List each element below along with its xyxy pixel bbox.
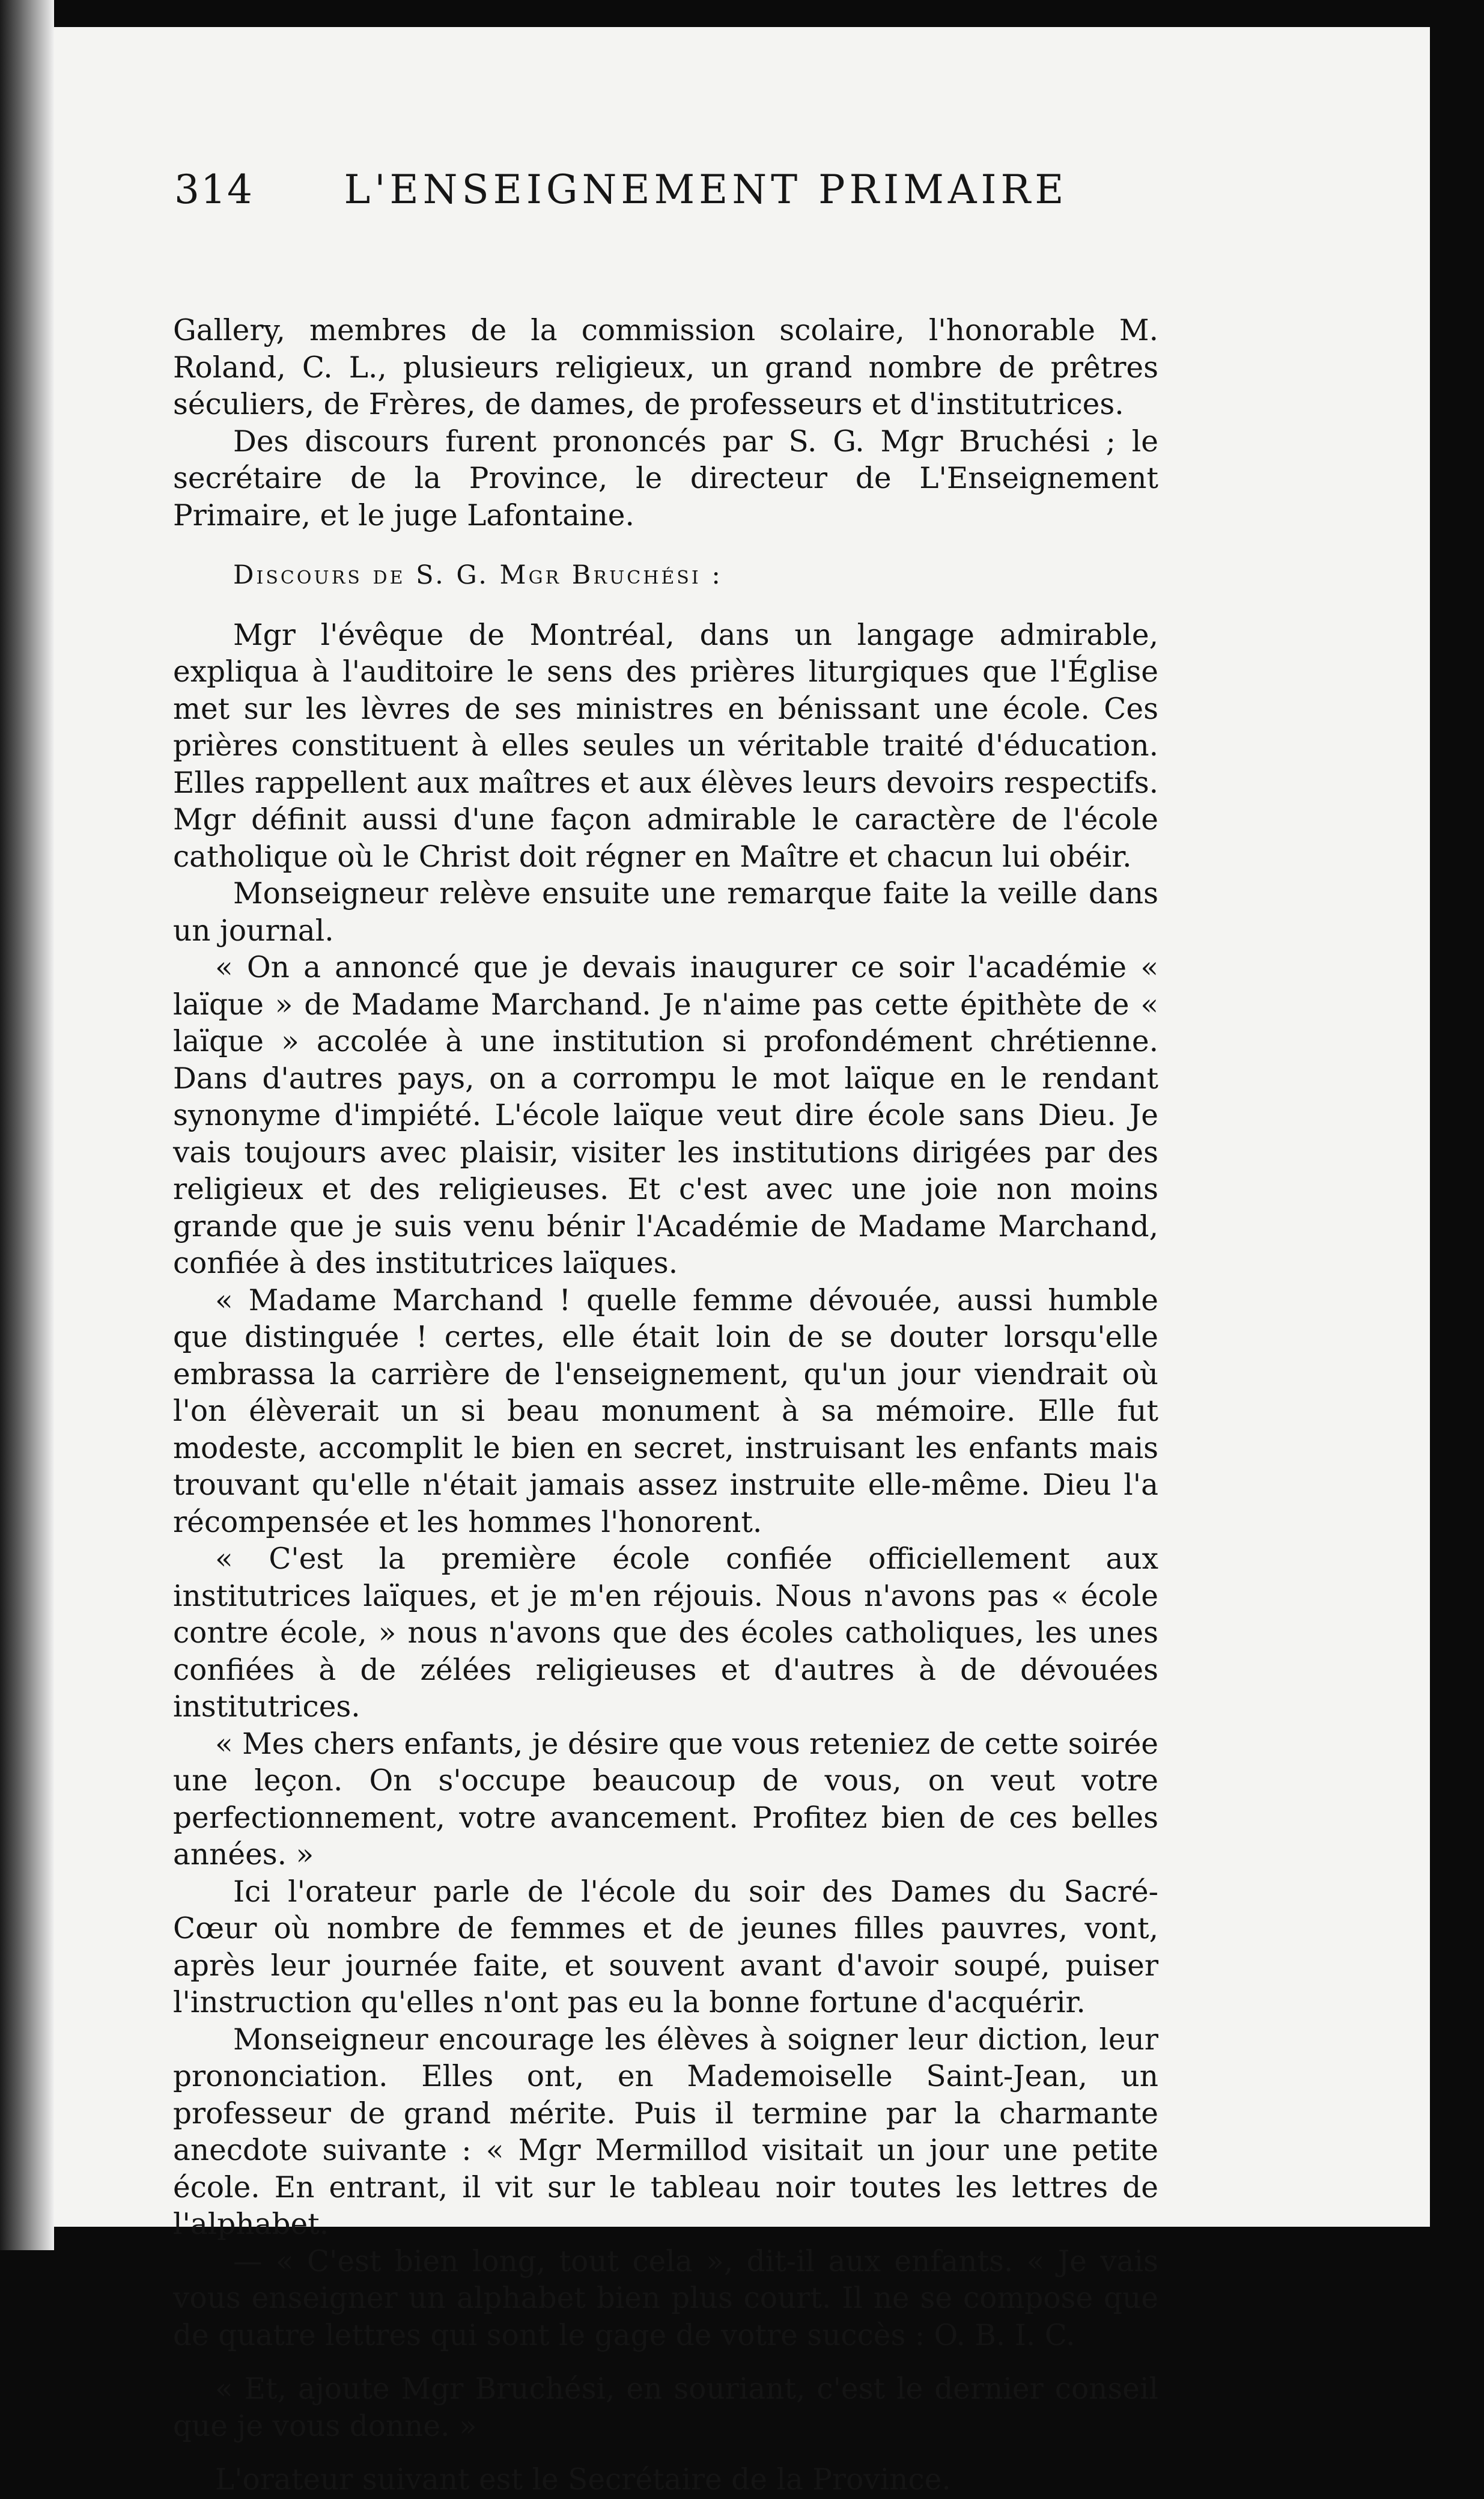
- section-heading: Discours de S. G. Mgr Bruchési :: [233, 560, 723, 590]
- paragraph-quote-premiere-ecole: « C'est la première école confiée officiellement aux institutrices laïques, et je m'en réjouis. Nous n'avons pas « école contre école, » nous n'avons que des écoles catholiques, les unes confiées à de zélées religieuses et d'autres à de dévouées institutrices.: [173, 1542, 1158, 1724]
- paragraph-speeches: Des discours furent prononcés par S. G. Mgr Bruchési ; le secrétaire de la Province, le directeur de L'Enseignement Primaire, et le juge Lafontaine.: [173, 424, 1158, 532]
- paragraph-diction: Monseigneur encourage les élèves à soigner leur diction, leur prononciation. Elles ont, en Mademoiselle Saint-Jean, un professeur de grand mérite. Puis il termine par la charmante anecdote suivante : « Mgr Mermillod visitait un jour une petite école. En entrant, il vit sur le tableau noir toutes les lettres de l'alphabet.: [173, 2022, 1158, 2241]
- paragraph-attendees: Gallery, membres de la commission scolaire, l'honorable M. Roland, C. L., plusieurs religieux, un grand nombre de prêtres séculiers, de Frères, de dames, de professeurs et d'institutrices.: [173, 314, 1158, 421]
- paragraph-ecole-du-soir: Ici l'orateur parle de l'école du soir des Dames du Sacré-Cœur où nombre de femmes et de jeunes filles pauvres, vont, après leur journée faite, et souvent avant d'avoir soupé, puiser l'instruction qu'elles n'ont pas eu la bonne fortune d'acquérir.: [173, 1875, 1158, 2019]
- paragraph-quote-laique: « On a annoncé que je devais inaugurer ce soir l'académie « laïque » de Madame Marchand. Je n'aime pas cette épithète de « laïque » accolée à une institution si profondément chrétienne. Dans d'autres pays, on a corrompu le mot laïque en le rendant synonyme d'impiété. L'école laïque veut dire école sans Dieu. Je vais toujours avec plaisir, visiter les institutions dirigées par des religieux et des religieuses. Et c'est avec une joie non moins grande que je suis venu bénir l'Académie de Madame Marchand, confiée à des institutrices laïques.: [173, 951, 1158, 1280]
- page-number: 314: [174, 166, 254, 213]
- paragraph-dernier-conseil: « Et, ajoute Mgr Bruchési, en souriant, c'est le dernier conseil que je vous donne. »: [173, 2372, 1158, 2443]
- running-title: L'ENSEIGNEMENT PRIMAIRE: [344, 166, 1068, 213]
- body-text: [173, 313, 1158, 2499]
- page-header: [174, 159, 1160, 231]
- scan-left-edge: [0, 0, 54, 2250]
- paragraph-quote-marchand: « Madame Marchand ! quelle femme dévouée, aussi humble que distinguée ! certes, elle était loin de se douter lorsqu'elle embrassa la carrière de l'enseignement, qu'un jour viendrait où l'on élèverait un si beau monument à sa mémoire. Elle fut modeste, accomplit le bien en secret, instruisant les enfants mais trouvant qu'elle n'était jamais assez instruite elle-même. Dieu l'a récompensée et les hommes l'honorent.: [173, 1283, 1158, 1539]
- paragraph-quote-enfants: « Mes chers enfants, je désire que vous reteniez de cette soirée une leçon. On s'occupe beaucoup de vous, on veut votre perfectionnement, votre avancement. Profitez bien de ces belles années. »: [173, 1727, 1158, 1872]
- paragraph-orateur-suivant: L'orateur suivant est le Secrétaire de la Province.: [215, 2463, 951, 2497]
- paragraph-anecdote: — « C'est bien long, tout cela », dit-il aux enfants. « Je vais vous enseigner un alphabet bien plus court. Il ne se compose que de quatre lettres qui sont le gage de votre succès : O. B. I. C.: [173, 2244, 1158, 2352]
- paragraph-liturgy: Mgr l'évêque de Montréal, dans un langage admirable, expliqua à l'auditoire le sens des prières liturgiques que l'Église met sur les lèvres de ses ministres en bénissant une école. Ces prières constituent à elles seules un véritable traité d'éducation. Elles rappellent aux maîtres et aux élèves leurs devoirs respectifs. Mgr définit aussi d'une façon admirable le caractère de l'école catholique où le Christ doit régner en Maître et chacun lui obéir.: [173, 618, 1158, 874]
- paragraph-remark: Monseigneur relève ensuite une remarque faite la veille dans un journal.: [173, 877, 1158, 948]
